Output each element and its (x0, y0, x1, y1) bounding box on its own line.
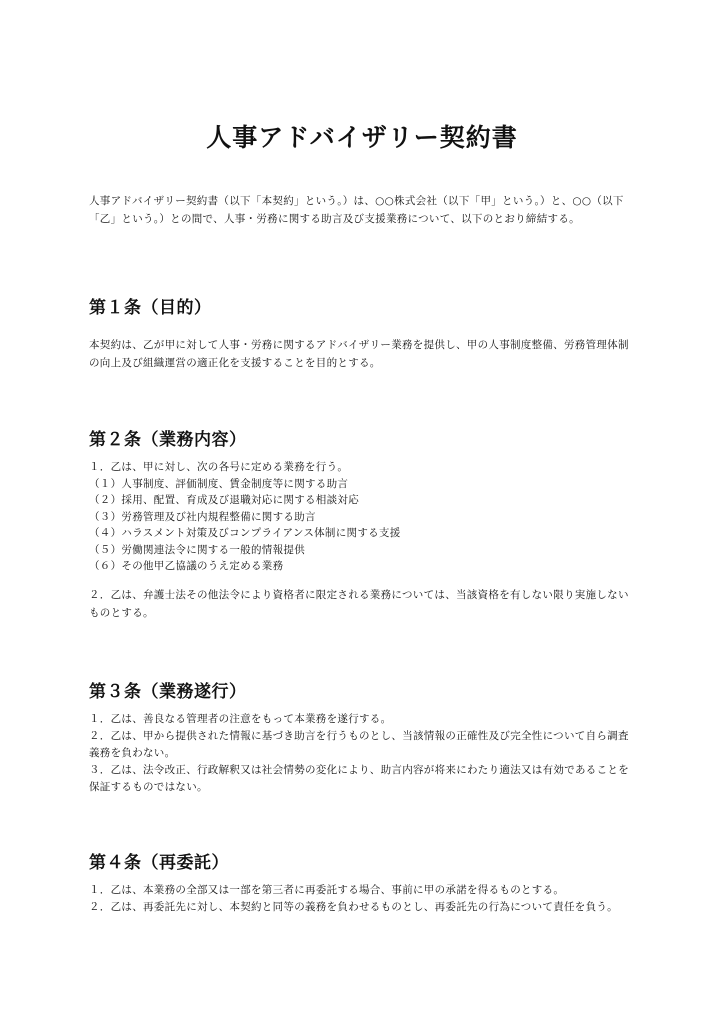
list-item: １．乙は、甲に対し、次の各号に定める業務を行う。 (89, 461, 349, 473)
list-item: （５）労働関連法令に関する一般的情報提供 (89, 543, 305, 556)
article-4-heading: 第４条（再委託） (89, 853, 229, 873)
article-2-heading: 第２条（業務内容） (89, 430, 247, 450)
list-item: （３）労務管理及び社内規程整備に関する助言 (89, 510, 316, 523)
list-item: ３．乙は、法令改正、行政解釈又は社会情勢の変化により、助言内容が将来にわたり適法又は有効であることを保証するものではない。 (89, 764, 629, 793)
list-item: （２）採用、配置、育成及び退職対応に関する相談対応 (89, 494, 359, 506)
list-item: （１）人事制度、評価制度、賃金制度等に関する助言 (89, 477, 349, 490)
document-title: 人事アドバイザリー契約書 (206, 123, 518, 152)
article-2-clause-2: ２．乙は、弁護士法その他法令により資格者に限定される業務については、当該資格を有しない限り実施しないものとする。 (89, 589, 629, 619)
article-3-heading: 第３条（業務遂行） (89, 682, 247, 702)
list-item: （４）ハラスメント対策及びコンプライアンス体制に関する支援 (89, 527, 401, 539)
list-item: （６）その他甲乙協議のうえ定める業務 (89, 560, 284, 572)
article-4-list (89, 882, 637, 916)
list-item: １．乙は、善良なる管理者の注意をもって本業務を遂行する。 (89, 713, 392, 725)
article-3-list (89, 711, 637, 796)
list-item: ２．乙は、再委託先に対し、本契約と同等の義務を負わせるものとし、再委託先の行為について責任を負う。 (89, 901, 618, 913)
intro-paragraph: 人事アドバイザリー契約書（以下「本契約」という。）は、○○株式会社（以下「甲」という。）と、○○（以下「乙」という。）との間で、人事・労務に関する助言及び支援業務について、以下のとおり締結する。 (89, 195, 624, 225)
article-1-heading: 第１条（目的） (89, 298, 212, 318)
list-item: ２．乙は、甲から提供された情報に基づき助言を行うものとし、当該情報の正確性及び完全性について自ら調査義務を負わない。 (89, 730, 629, 759)
list-item: １．乙は、本業務の全部又は一部を第三者に再委託する場合、事前に甲の承諾を得るものとする。 (89, 884, 565, 896)
article-2-list (89, 459, 637, 575)
article-1-body: 本契約は、乙が甲に対して人事・労務に関するアドバイザリー業務を提供し、甲の人事制度整備、労務管理体制の向上及び組織運営の適正化を支援することを目的とする。 (89, 339, 629, 369)
